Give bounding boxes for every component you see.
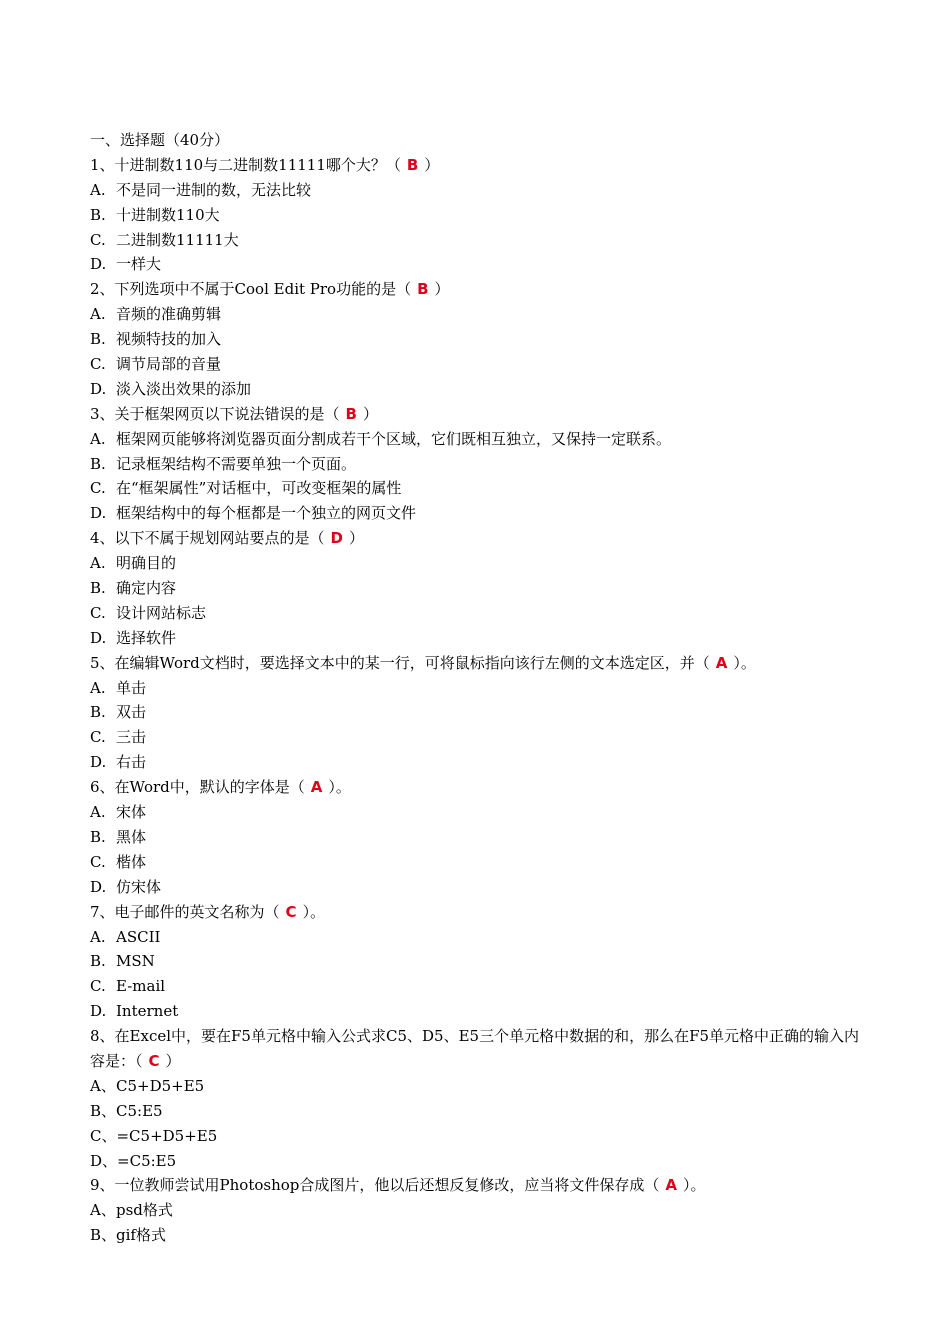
answer-mark: C xyxy=(285,902,297,921)
option-label: B. xyxy=(90,703,106,722)
option-label: C. xyxy=(90,479,106,498)
option-item xyxy=(90,1099,870,1124)
option-label: A. xyxy=(90,305,106,324)
question-close: ）。 xyxy=(683,1176,706,1195)
option-text: 设计网站标志 xyxy=(116,603,207,622)
option-item xyxy=(90,601,870,626)
answer-mark: C xyxy=(148,1051,160,1070)
option-text: 淡入淡出效果的添加 xyxy=(116,379,252,398)
question-text: 6、在Word中，默认的字体是（ xyxy=(90,778,305,797)
question-close: ） xyxy=(362,404,378,423)
option-label: A. xyxy=(90,678,106,697)
option-item xyxy=(90,576,870,601)
option-text: 不是同一进制的数，无法比较 xyxy=(116,180,312,199)
question-stem xyxy=(90,775,870,800)
option-item xyxy=(90,228,870,253)
option-text: C5+D5+E5 xyxy=(116,1076,205,1095)
option-item xyxy=(90,875,870,900)
option-label: B. xyxy=(90,952,106,971)
document-page xyxy=(90,128,870,1248)
option-item xyxy=(90,999,870,1024)
option-label: D. xyxy=(90,877,107,896)
option-label: D. xyxy=(90,753,107,772)
option-item xyxy=(90,700,870,725)
option-label: B. xyxy=(90,827,106,846)
option-text: 选择软件 xyxy=(116,628,177,647)
question-text: 8、在Excel中，要在F5单元格中输入公式求C5、D5、E5三个单元格中数据的和，那么在F5单元格中正确的输入内容是：（ xyxy=(90,1027,860,1070)
option-label: A. xyxy=(90,927,106,946)
option-item xyxy=(90,252,870,277)
option-text: 视频特技的加入 xyxy=(116,330,222,349)
option-text: C5:E5 xyxy=(116,1101,163,1120)
answer-mark: A xyxy=(310,778,323,797)
option-label: C. xyxy=(90,977,106,996)
question-text: 1、十进制数110与二进制数11111哪个大？（ xyxy=(90,155,401,174)
option-label: C. xyxy=(90,355,106,374)
option-label: A、 xyxy=(90,1076,116,1095)
option-item xyxy=(90,676,870,701)
option-item xyxy=(90,302,870,327)
option-label: D. xyxy=(90,255,107,274)
option-item xyxy=(90,377,870,402)
option-label: A、 xyxy=(90,1201,116,1220)
option-text: 单击 xyxy=(116,678,147,697)
option-text: 明确目的 xyxy=(116,554,177,573)
option-text: 框架网页能够将浏览器页面分割成若干个区域，它们既相互独立，又保持一定联系。 xyxy=(116,429,672,448)
option-label: B、 xyxy=(90,1101,117,1120)
question-stem xyxy=(90,651,870,676)
option-label: D. xyxy=(90,504,107,523)
option-item xyxy=(90,501,870,526)
option-label: C. xyxy=(90,728,106,747)
option-label: B. xyxy=(90,579,106,598)
question-close: ） xyxy=(424,155,440,174)
answer-mark: A xyxy=(715,653,728,672)
option-item xyxy=(90,725,870,750)
option-label: B. xyxy=(90,454,106,473)
option-label: C. xyxy=(90,603,106,622)
option-item xyxy=(90,476,870,501)
option-item xyxy=(90,974,870,999)
option-text: 二进制数11111大 xyxy=(116,230,239,249)
option-text: 宋体 xyxy=(116,803,147,822)
option-text: psd格式 xyxy=(116,1201,173,1220)
option-item xyxy=(90,551,870,576)
option-item xyxy=(90,825,870,850)
option-label: D. xyxy=(90,628,107,647)
question-close: ） xyxy=(165,1051,181,1070)
option-text: 十进制数110大 xyxy=(116,205,220,224)
option-text: 框架结构中的每个框都是一个独立的网页文件 xyxy=(116,504,417,523)
option-item xyxy=(90,1223,870,1248)
option-text: E-mail xyxy=(116,977,166,996)
option-text: 双击 xyxy=(116,703,147,722)
question-stem xyxy=(90,526,870,551)
question-close: ） xyxy=(349,529,365,548)
question-stem xyxy=(90,1024,870,1074)
option-text: MSN xyxy=(116,952,155,971)
option-text: 黑体 xyxy=(116,827,147,846)
option-text: 楷体 xyxy=(116,852,147,871)
option-item xyxy=(90,925,870,950)
option-item xyxy=(90,626,870,651)
question-stem xyxy=(90,277,870,302)
answer-mark: B xyxy=(406,155,419,174)
option-label: C、 xyxy=(90,1126,117,1145)
question-stem xyxy=(90,1173,870,1198)
option-text: 右击 xyxy=(116,753,147,772)
option-label: A. xyxy=(90,554,106,573)
option-text: gif格式 xyxy=(116,1226,166,1245)
answer-mark: B xyxy=(345,404,357,423)
option-text: 三击 xyxy=(116,728,147,747)
option-label: D. xyxy=(90,1002,107,1021)
question-list xyxy=(90,153,870,1248)
answer-mark: D xyxy=(330,529,343,548)
option-text: 在“框架属性”对话框中，可改变框架的属性 xyxy=(116,479,402,498)
option-label: B. xyxy=(90,330,106,349)
option-item xyxy=(90,949,870,974)
option-text: 仿宋体 xyxy=(116,877,162,896)
question-text: 5、在编辑Word文档时，要选择文本中的某一行，可将鼠标指向该行左侧的文本选定区，并（ xyxy=(90,653,710,672)
option-item xyxy=(90,750,870,775)
option-item xyxy=(90,850,870,875)
question-text: 3、关于框架网页以下说法错误的是（ xyxy=(90,404,340,423)
option-label: B、 xyxy=(90,1226,117,1245)
question-text: 7、电子邮件的英文名称为（ xyxy=(90,902,280,921)
option-label: A. xyxy=(90,180,106,199)
option-label: C. xyxy=(90,230,106,249)
answer-mark: A xyxy=(665,1176,677,1195)
option-item xyxy=(90,800,870,825)
option-text: Internet xyxy=(116,1002,179,1021)
option-label: A. xyxy=(90,429,106,448)
question-close: ） xyxy=(434,280,450,299)
option-text: 确定内容 xyxy=(116,579,177,598)
answer-mark: B xyxy=(417,280,429,299)
question-stem xyxy=(90,900,870,925)
option-text: =C5+D5+E5 xyxy=(116,1126,218,1145)
option-item xyxy=(90,178,870,203)
option-text: 音频的准确剪辑 xyxy=(116,305,222,324)
question-text: 4、以下不属于规划网站要点的是（ xyxy=(90,529,325,548)
option-item xyxy=(90,427,870,452)
option-item xyxy=(90,1198,870,1223)
option-text: ASCII xyxy=(116,927,161,946)
option-item xyxy=(90,327,870,352)
question-close: ）。 xyxy=(733,653,756,672)
option-item xyxy=(90,1074,870,1099)
question-stem xyxy=(90,402,870,427)
option-label: D、 xyxy=(90,1151,118,1170)
option-text: 记录框架结构不需要单独一个页面。 xyxy=(116,454,357,473)
option-item xyxy=(90,1149,870,1174)
option-item xyxy=(90,203,870,228)
question-close: ）。 xyxy=(302,902,326,921)
option-text: =C5:E5 xyxy=(117,1151,177,1170)
question-stem xyxy=(90,153,870,178)
question-text: 2、下列选项中不属于Cool Edit Pro功能的是（ xyxy=(90,280,412,299)
option-item xyxy=(90,1124,870,1149)
option-item xyxy=(90,452,870,477)
option-label: C. xyxy=(90,852,106,871)
option-label: B. xyxy=(90,205,106,224)
option-text: 调节局部的音量 xyxy=(116,355,222,374)
option-text: 一样大 xyxy=(116,255,162,274)
option-label: A. xyxy=(90,803,106,822)
section-title: 一、选择题（40分） xyxy=(90,131,230,149)
option-item xyxy=(90,352,870,377)
question-close: ）。 xyxy=(328,778,351,797)
option-label: D. xyxy=(90,379,107,398)
question-text: 9、一位教师尝试用Photoshop合成图片，他以后还想反复修改，应当将文件保存成（ xyxy=(90,1176,660,1195)
